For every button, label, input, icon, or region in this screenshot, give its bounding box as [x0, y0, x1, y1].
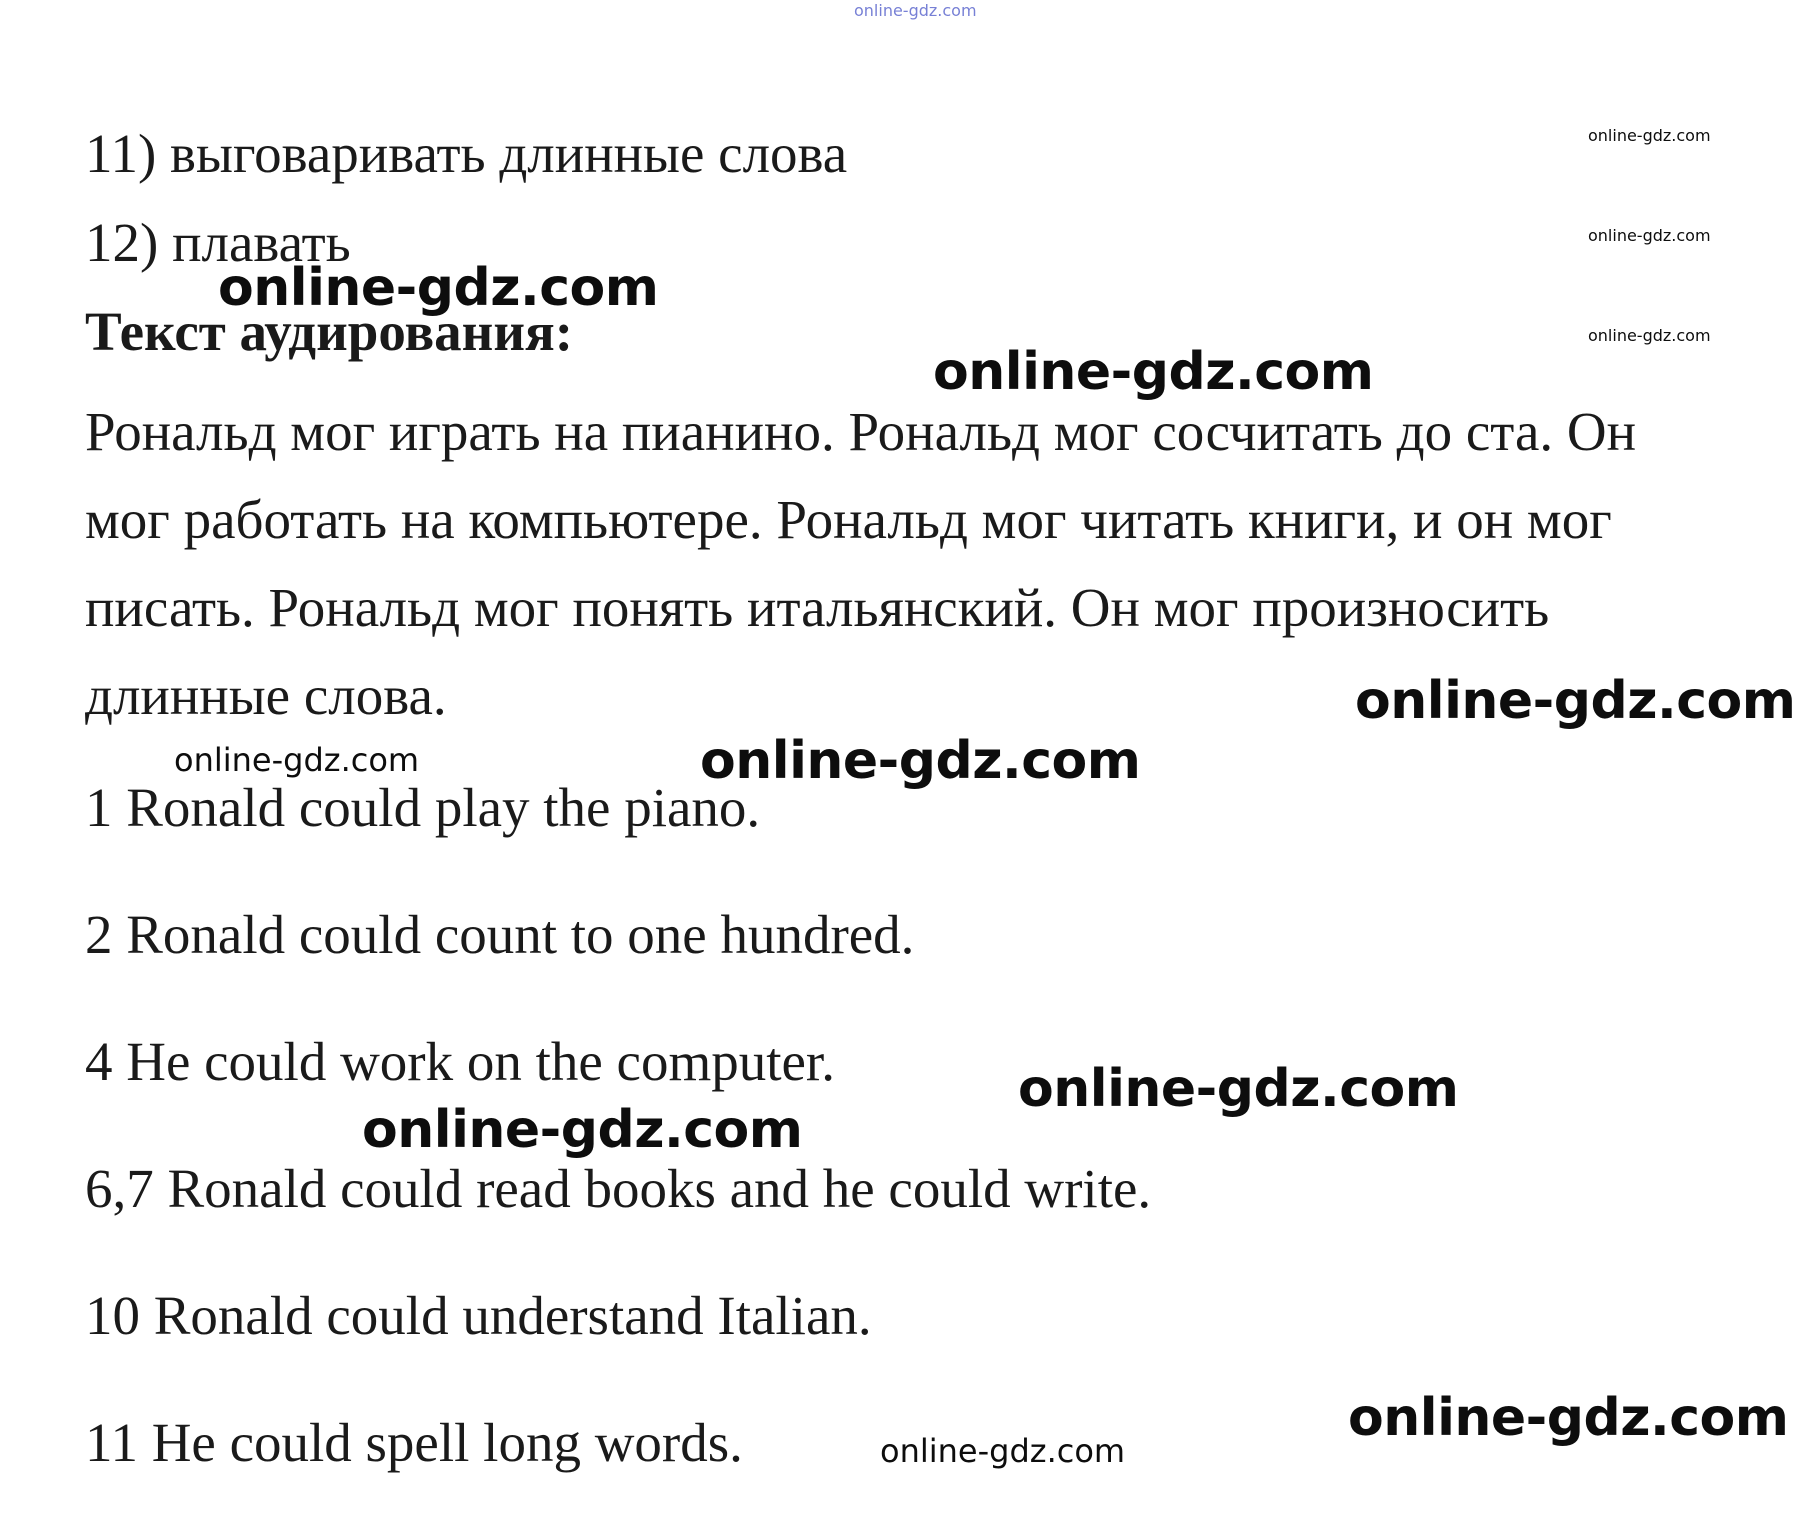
english-line: 11 He could spell long words.	[85, 1412, 743, 1473]
watermark: online-gdz.com	[854, 1, 977, 20]
english-line: 10 Ronald could understand Italian.	[85, 1285, 872, 1346]
watermark: online-gdz.com	[1588, 226, 1711, 245]
watermark: online-gdz.com	[1355, 671, 1796, 731]
watermark: online-gdz.com	[1588, 326, 1711, 345]
watermark: online-gdz.com	[1018, 1059, 1459, 1119]
english-line: 1 Ronald could play the piano.	[85, 777, 761, 838]
watermark: online-gdz.com	[700, 731, 1141, 791]
watermark: online-gdz.com	[1588, 126, 1711, 145]
paragraph-line: писать. Рональд мог понять итальянский. Он мог произносить	[85, 577, 1550, 638]
watermark: online-gdz.com	[880, 1432, 1126, 1470]
list-item-11: 11) выговаривать длинные слова	[85, 123, 848, 184]
watermark: online-gdz.com	[174, 741, 420, 779]
paragraph-line: Рональд мог играть на пианино. Рональд мог сосчитать до ста. Он	[85, 401, 1637, 462]
section-heading: Текст аудирования:	[85, 301, 574, 362]
watermark: online-gdz.com	[933, 342, 1374, 402]
english-line: 6,7 Ronald could read books and he could write.	[85, 1158, 1152, 1219]
list-item-12: 12) плавать	[85, 212, 351, 273]
english-line: 2 Ronald could count to one hundred.	[85, 904, 915, 965]
english-line: 4 He could work on the computer.	[85, 1031, 835, 1092]
watermark: online-gdz.com	[218, 258, 659, 318]
paragraph-line: мог работать на компьютере. Рональд мог читать книги, и он мог	[85, 489, 1612, 550]
watermark: online-gdz.com	[362, 1100, 803, 1160]
watermark: online-gdz.com	[1348, 1388, 1789, 1448]
paragraph-line: длинные слова.	[85, 665, 447, 726]
